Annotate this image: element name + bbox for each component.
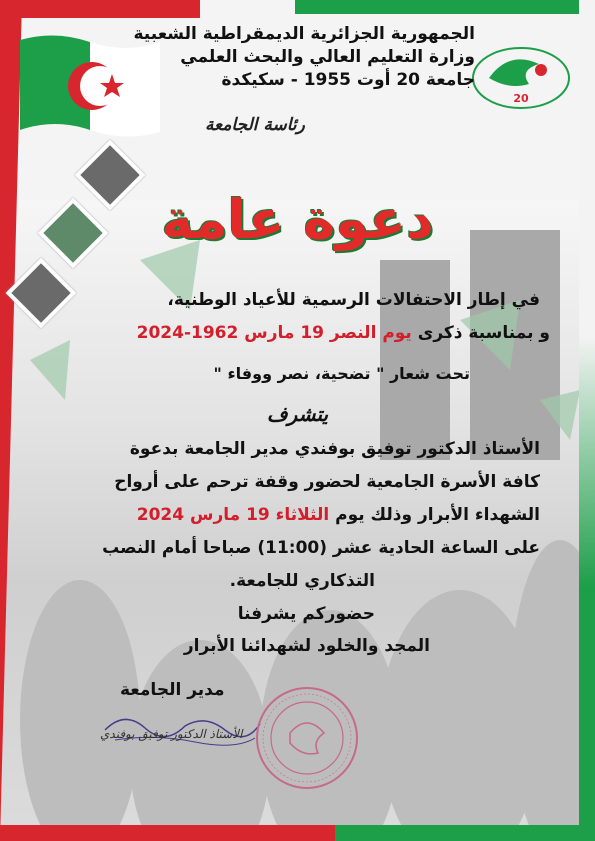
body-line-8: على الساعة الحادية عشر (11:00) صباحا أمام النصب xyxy=(102,538,540,558)
university-stamp-icon xyxy=(252,683,362,793)
red-frame-top xyxy=(0,0,200,18)
slogan-line: تحت شعار " تضحية، نصر ووفاء " xyxy=(213,364,470,383)
victory-day-highlight: يوم النصر 19 مارس 1962-2024 xyxy=(136,323,412,343)
body-line-7: الشهداء الأبرار وذلك يوم الثلاثاء 19 مارس 2024 xyxy=(136,505,540,525)
signature-name: الأستاذ الدكتور توفيق بوفندي xyxy=(100,727,243,741)
green-frame-top xyxy=(295,0,595,14)
svg-text:20: 20 xyxy=(513,92,529,105)
body-line-1: في إطار الاحتفالات الرسمية للأعياد الوطنية، xyxy=(167,290,540,310)
red-frame-bottom xyxy=(0,825,340,841)
honored-line: يتشرف xyxy=(266,402,329,426)
ministry-name: وزارة التعليم العالي والبحث العلمي xyxy=(180,47,475,67)
body-line-9: التذكاري للجامعة. xyxy=(229,571,375,591)
algeria-flag-icon xyxy=(20,30,160,140)
invitation-title: دعوة عامة xyxy=(161,188,434,251)
body-line-2: و بمناسبة ذكرى يوم النصر 19 مارس 1962-2024 xyxy=(136,323,550,343)
body-line-10: حضوركم يشرفنا xyxy=(237,604,375,624)
university-logo-icon xyxy=(469,40,573,116)
university-name: جامعة 20 أوت 1955 - سكيكدة xyxy=(221,70,475,90)
green-frame-bottom xyxy=(335,825,595,841)
date-highlight: الثلاثاء 19 مارس 2024 xyxy=(136,505,330,525)
body-line-5: الأستاذ الدكتور توفيق بوفندي مدير الجامعة بدعوة xyxy=(129,439,540,459)
body-line-11: المجد والخلود لشهدائنا الأبرار xyxy=(183,636,430,656)
body-line-6: كافة الأسرة الجامعية لحضور وقفة ترحم على أرواح xyxy=(114,472,540,492)
republic-name: الجمهورية الجزائرية الديمقراطية الشعبية xyxy=(133,24,475,44)
presidency-label: رئاسة الجامعة xyxy=(205,115,305,135)
director-title: مدير الجامعة xyxy=(120,680,225,700)
